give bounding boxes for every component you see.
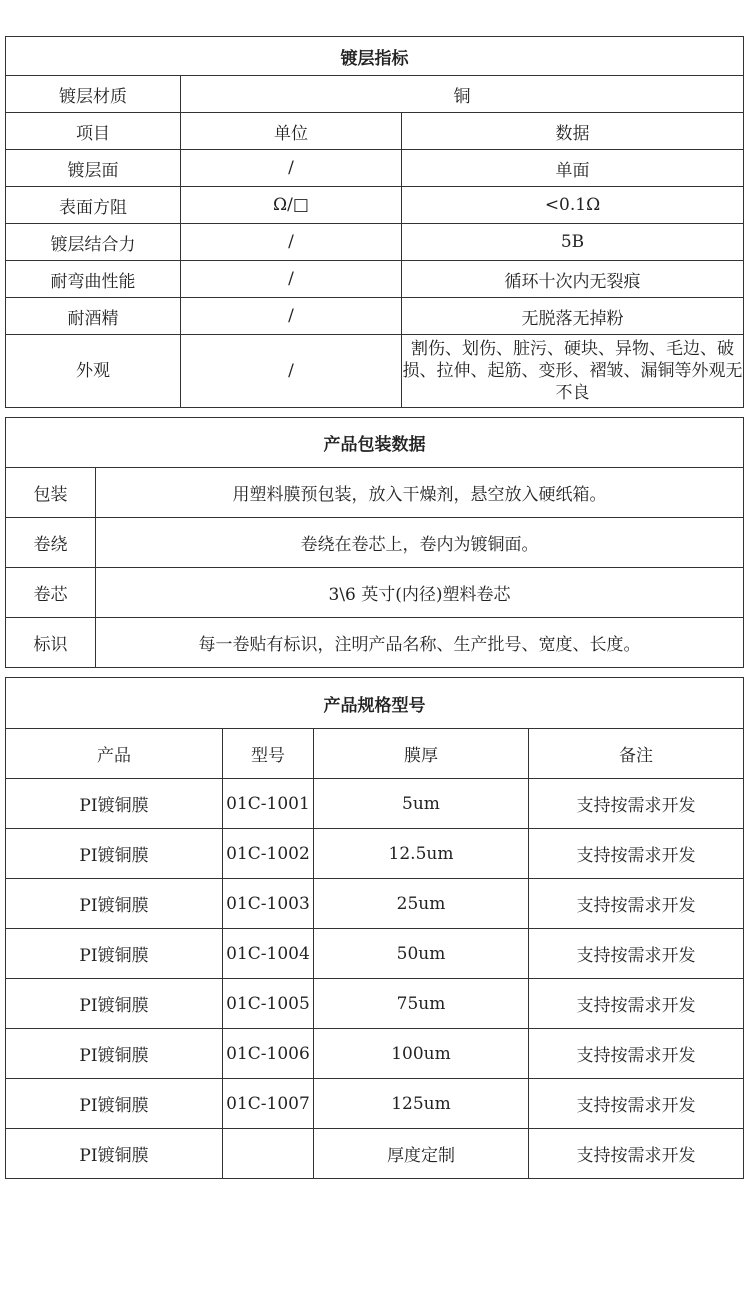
header-item: 项目: [6, 113, 181, 150]
model-product: PI镀铜膜: [6, 829, 223, 879]
packaging-table: [5, 417, 744, 668]
product-model-header-row: [6, 729, 744, 779]
header-model: 型号: [223, 729, 314, 779]
model-thickness: 25um: [314, 879, 529, 929]
model-number: 01C-1002: [223, 829, 314, 879]
coating-spec-title: 镀层指标: [6, 37, 744, 76]
packaging-label: 卷绕: [6, 518, 96, 568]
table-row: [6, 187, 744, 224]
model-number: [223, 1129, 314, 1179]
table-row: [6, 568, 744, 618]
model-note: 支持按需求开发: [529, 829, 744, 879]
model-number: 01C-1007: [223, 1079, 314, 1129]
table-row: [6, 261, 744, 298]
model-number: 01C-1005: [223, 979, 314, 1029]
model-number: 01C-1003: [223, 879, 314, 929]
packaging-label: 包装: [6, 468, 96, 518]
spec-unit: Ω/□: [181, 187, 402, 224]
product-model-table: [5, 677, 744, 1179]
model-number: 01C-1006: [223, 1029, 314, 1079]
model-thickness: 100um: [314, 1029, 529, 1079]
packaging-label: 标识: [6, 618, 96, 668]
spec-data: 割伤、划伤、脏污、硬块、异物、毛边、破损、拉伸、起筋、变形、褶皱、漏铜等外观无不良: [402, 335, 744, 408]
model-product: PI镀铜膜: [6, 879, 223, 929]
table-row: [6, 1029, 744, 1079]
model-product: PI镀铜膜: [6, 1129, 223, 1179]
model-note: 支持按需求开发: [529, 929, 744, 979]
model-note: 支持按需求开发: [529, 1029, 744, 1079]
model-thickness: 5um: [314, 779, 529, 829]
table-row: [6, 298, 744, 335]
table-row: [6, 829, 744, 879]
spec-unit: /: [181, 298, 402, 335]
header-product: 产品: [6, 729, 223, 779]
coating-spec-header-row: [6, 113, 744, 150]
header-data: 数据: [402, 113, 744, 150]
model-product: PI镀铜膜: [6, 1029, 223, 1079]
model-thickness: 125um: [314, 1079, 529, 1129]
spec-data: 5B: [402, 224, 744, 261]
table-row: [6, 224, 744, 261]
packaging-title: 产品包装数据: [6, 418, 744, 468]
table-row: [6, 468, 744, 518]
spec-item: 耐弯曲性能: [6, 261, 181, 298]
header-thickness: 膜厚: [314, 729, 529, 779]
model-note: 支持按需求开发: [529, 979, 744, 1029]
header-unit: 单位: [181, 113, 402, 150]
table-row: [6, 879, 744, 929]
model-note: 支持按需求开发: [529, 1129, 744, 1179]
table-row: [6, 150, 744, 187]
spec-data: <0.1Ω: [402, 187, 744, 224]
model-product: PI镀铜膜: [6, 979, 223, 1029]
spec-unit: /: [181, 335, 402, 408]
spec-item: 镀层结合力: [6, 224, 181, 261]
packaging-value: 3\6 英寸(内径)塑料卷芯: [96, 568, 744, 618]
packaging-value: 用塑料膜预包装，放入干燥剂，悬空放入硬纸箱。: [96, 468, 744, 518]
packaging-value: 卷绕在卷芯上，卷内为镀铜面。: [96, 518, 744, 568]
spec-item: 镀层面: [6, 150, 181, 187]
spec-unit: /: [181, 224, 402, 261]
table-row: [6, 1129, 744, 1179]
spec-item: 表面方阻: [6, 187, 181, 224]
model-number: 01C-1001: [223, 779, 314, 829]
model-note: 支持按需求开发: [529, 879, 744, 929]
model-thickness: 75um: [314, 979, 529, 1029]
material-value: 铜: [181, 76, 744, 113]
table-row: [6, 518, 744, 568]
coating-spec-table: [5, 36, 744, 408]
packaging-value: 每一卷贴有标识，注明产品名称、生产批号、宽度、长度。: [96, 618, 744, 668]
product-model-title: 产品规格型号: [6, 678, 744, 729]
spec-data: 无脱落无掉粉: [402, 298, 744, 335]
model-thickness: 12.5um: [314, 829, 529, 879]
model-product: PI镀铜膜: [6, 779, 223, 829]
table-row: [6, 335, 744, 408]
model-product: PI镀铜膜: [6, 929, 223, 979]
table-row: [6, 929, 744, 979]
spec-unit: /: [181, 150, 402, 187]
model-note: 支持按需求开发: [529, 1079, 744, 1129]
header-note: 备注: [529, 729, 744, 779]
packaging-label: 卷芯: [6, 568, 96, 618]
model-note: 支持按需求开发: [529, 779, 744, 829]
table-row: [6, 779, 744, 829]
spec-data: 循环十次内无裂痕: [402, 261, 744, 298]
table-row: [6, 979, 744, 1029]
model-product: PI镀铜膜: [6, 1079, 223, 1129]
spec-unit: /: [181, 261, 402, 298]
spec-item: 耐酒精: [6, 298, 181, 335]
model-thickness: 50um: [314, 929, 529, 979]
spec-data: 单面: [402, 150, 744, 187]
model-thickness: 厚度定制: [314, 1129, 529, 1179]
table-row: [6, 1079, 744, 1129]
material-label: 镀层材质: [6, 76, 181, 113]
table-row: [6, 618, 744, 668]
model-number: 01C-1004: [223, 929, 314, 979]
spec-item: 外观: [6, 335, 181, 408]
